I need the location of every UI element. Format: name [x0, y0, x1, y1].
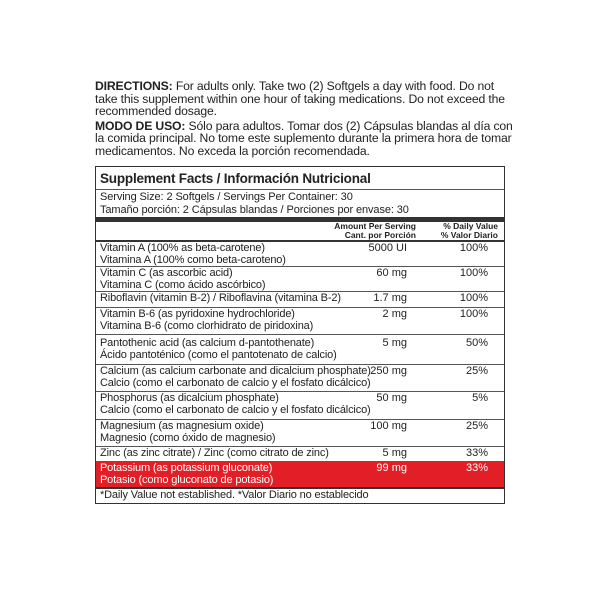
- nutrient-amount: 99 mg: [376, 462, 407, 474]
- nutrient-name: [100, 448, 329, 460]
- dv-header-en: % Daily Value: [443, 221, 498, 231]
- nutrient-row-calcium: [96, 364, 504, 391]
- nutrient-row-potassium: [96, 461, 504, 487]
- nutrient-amount: 5 mg: [382, 447, 407, 459]
- nutrient-amount: 2 mg: [382, 308, 407, 320]
- amount-column-header: [334, 222, 416, 240]
- serving-size-es: Tamaño porción: 2 Cápsulas blandas / Porciones por envase: 30: [100, 204, 409, 216]
- serving-size-en: Serving Size: 2 Softgels / Servings Per Container: 30: [100, 191, 353, 203]
- nutrient-name: [100, 421, 275, 444]
- nutrient-name-es: Calcio (como el carbonato de calcio y el fosfato dicálcico): [100, 376, 371, 389]
- nutrient-dv: 33%: [465, 462, 488, 474]
- directions-block: [95, 80, 515, 157]
- nutrient-name: [100, 366, 371, 389]
- nutrient-dv: 33%: [465, 447, 488, 459]
- directions-es-text: Sólo para adultos. Tomar dos (2) Cápsulas blandas al día con la comida principal. No tome este suplemento durante la primera hora de tomar medicamentos. No exceda la porción recomendada.: [95, 118, 513, 158]
- nutrient-row-pantothenic-acid: [96, 336, 504, 364]
- nutrient-row-vitamin-c: [96, 266, 504, 292]
- supplement-facts-panel: [95, 166, 505, 504]
- nutrient-name-en: Phosphorus (as dicalcium phosphate): [100, 392, 279, 404]
- nutrient-name-es: Vitamina A (100% como beta-caroteno): [100, 253, 286, 266]
- nutrient-row-phosphorus: [96, 391, 504, 419]
- nutrient-row-vitamin-b6: [96, 307, 504, 333]
- row-divider: [96, 334, 504, 335]
- nutrient-name-es: Potasio (como gluconato de potasio): [100, 473, 274, 486]
- nutrient-name-es: Vitamina B-6 (como clorhidrato de piridoxina): [100, 319, 314, 332]
- nutrient-name-es: Calcio (como el carbonato de calcio y el fosfato dicálcico): [100, 403, 371, 416]
- nutrient-name: [100, 243, 286, 266]
- nutrient-name-es: Vitamina C (como ácido ascórbico): [100, 278, 266, 291]
- nutrient-amount: 60 mg: [376, 267, 407, 279]
- nutrient-name-en: Riboflavin (vitamin B-2) / Riboflavina (vitamina B-2): [100, 292, 341, 304]
- directions-es-heading: MODO DE USO:: [95, 118, 186, 133]
- dv-header-es: % Valor Diario: [440, 230, 498, 240]
- nutrient-name-en: Vitamin A (100% as beta-carotene): [100, 242, 265, 254]
- nutrient-name: [100, 293, 341, 305]
- nutrient-name-es: Magnesio (como óxido de magnesio): [100, 431, 276, 444]
- nutrient-name: [100, 338, 337, 361]
- nutrient-dv: 100%: [459, 292, 488, 304]
- nutrient-amount: 5000 UI: [368, 242, 407, 254]
- nutrient-amount: 50 mg: [376, 392, 407, 404]
- nutrient-amount: 5 mg: [382, 337, 407, 349]
- nutrient-dv: 25%: [465, 365, 488, 377]
- directions-en: [95, 80, 515, 118]
- nutrient-amount: 1.7 mg: [373, 292, 407, 304]
- directions-en-heading: DIRECTIONS:: [95, 79, 173, 93]
- nutrient-row-zinc: [96, 446, 504, 461]
- nutrient-name-es: Ácido pantoténico (como el pantotenato de calcio): [100, 348, 337, 361]
- nutrient-name-en: Vitamin C (as ascorbic acid): [100, 267, 233, 279]
- nutrient-name-en: Magnesium (as magnesium oxide): [100, 420, 264, 432]
- footnote: *Daily Value not established. *Valor Diario no establecido: [100, 489, 369, 501]
- nutrient-row-riboflavin: [96, 291, 504, 307]
- nutrient-name-en: Potassium (as potassium gluconate): [100, 462, 273, 474]
- nutrient-name-en: Pantothenic acid (as calcium d-pantothenate): [100, 337, 315, 349]
- nutrient-name-en: Zinc (as zinc citrate) / Zinc (como citrato de zinc): [100, 447, 329, 459]
- facts-title: Supplement Facts / Información Nutricional: [100, 171, 371, 186]
- nutrient-dv: 100%: [459, 308, 488, 320]
- directions-es: [95, 120, 515, 158]
- nutrient-amount: 100 mg: [370, 420, 407, 432]
- nutrient-row-magnesium: [96, 419, 504, 446]
- amount-header-es: Cant. por Porción: [344, 230, 416, 240]
- nutrient-dv: 50%: [465, 337, 488, 349]
- nutrient-row-vitamin-a: [96, 241, 504, 267]
- directions-en-text: For adults only. Take two (2) Softgels a day with food. Do not take this supplement within one hour of taking medications. Do not exceed the recommended dosage.: [95, 79, 505, 118]
- dv-column-header: [441, 222, 498, 240]
- nutrient-name-en: Calcium (as calcium carbonate and dicalcium phosphate): [100, 365, 371, 377]
- title-divider: [96, 189, 504, 190]
- nutrient-name: [100, 268, 265, 291]
- nutrient-dv: 100%: [459, 267, 488, 279]
- amount-header-en: Amount Per Serving: [334, 221, 416, 231]
- nutrient-name: [100, 463, 273, 486]
- nutrient-name: [100, 309, 313, 332]
- nutrient-dv: 5%: [472, 392, 488, 404]
- nutrient-dv: 25%: [465, 420, 488, 432]
- nutrient-name: [100, 393, 371, 416]
- nutrient-name-en: Vitamin B-6 (as pyridoxine hydrochloride): [100, 308, 295, 320]
- nutrient-dv: 100%: [459, 242, 488, 254]
- nutrient-amount: 250 mg: [370, 365, 407, 377]
